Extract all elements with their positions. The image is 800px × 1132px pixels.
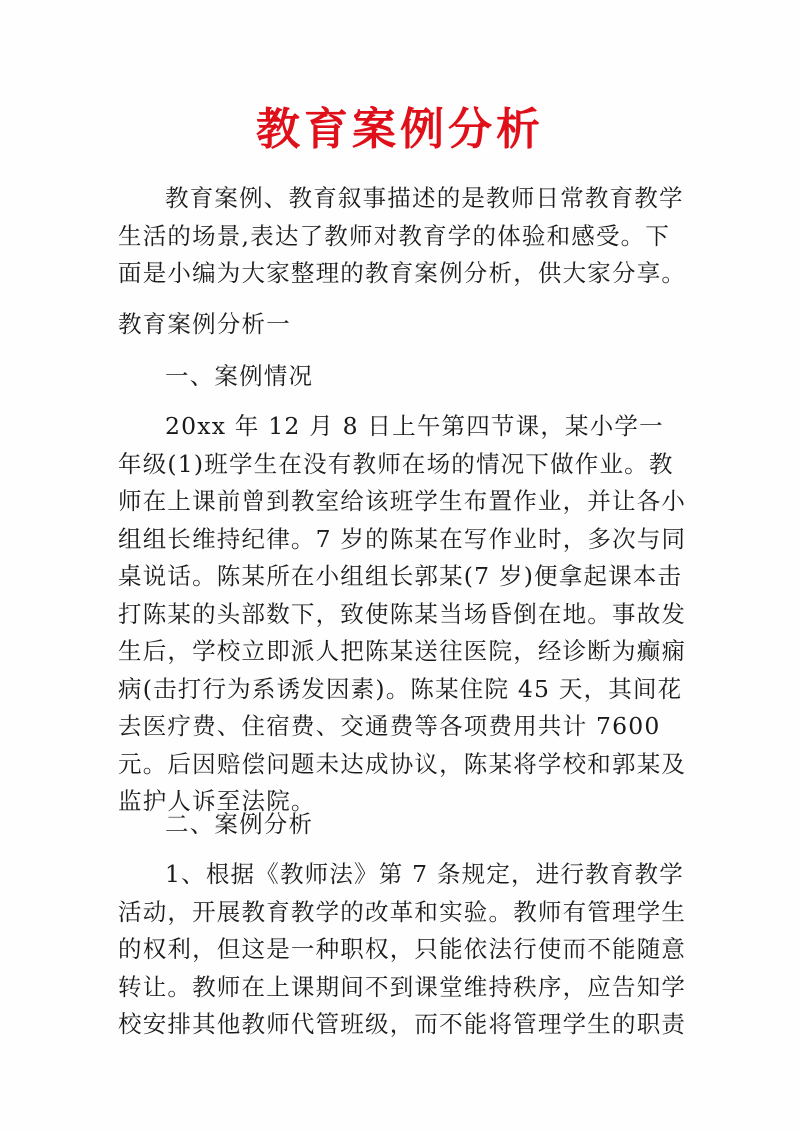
subsection-1-body: 20xx 年 12 月 8 日上午第四节课，某小学一年级(1)班学生在没有教师在场的情况下做作业。教师在上课前曾到教室给该班学生布置作业，并让各小组组长维持纪律。7 岁的陈某在写作业时，多次与同桌说话。陈某所在小组组长郭某(7 岁)便拿起课本击打陈某的头部数下，致使陈某当场昏倒在地。事故发生后，学校立即派人把陈某送往医院，经诊断为癫痫病(击打行为系诱发因素)。陈某住院 45 天，其间花去医疗费、住宿费、交通费等各项费用共计 7600 元。后因赔偿问题未达成协议，陈某将学校和郭某及监护人诉至法院。 <box>118 412 687 815</box>
intro-paragraph: 教育案例、教育叙事描述的是教师日常教育教学生活的场景,表达了教师对教育学的体验和感受。下面是小编为大家整理的教育案例分析，供大家分享。 <box>118 184 687 287</box>
subsection-2-heading: 二、案例分析 <box>165 810 314 838</box>
subsection-2-block <box>118 856 688 1044</box>
subsection-2-body: 1、根据《教师法》第 7 条规定，进行教育教学活动，开展教育教学的改革和实验。教师有管理学生的权利，但这是一种职权，只能依法行使而不能随意转让。教师在上课期间不到课堂维持秩序，应告知学校安排其他教师代管班级，而不能将管理学生的职责 <box>118 860 687 1038</box>
subsection-1-heading: 一、案例情况 <box>165 362 314 390</box>
section-title: 教育案例分析一 <box>118 310 291 338</box>
document-title: 教育案例分析 <box>256 104 544 155</box>
intro-paragraph-block <box>118 180 688 293</box>
subsection-1-block <box>118 408 688 821</box>
